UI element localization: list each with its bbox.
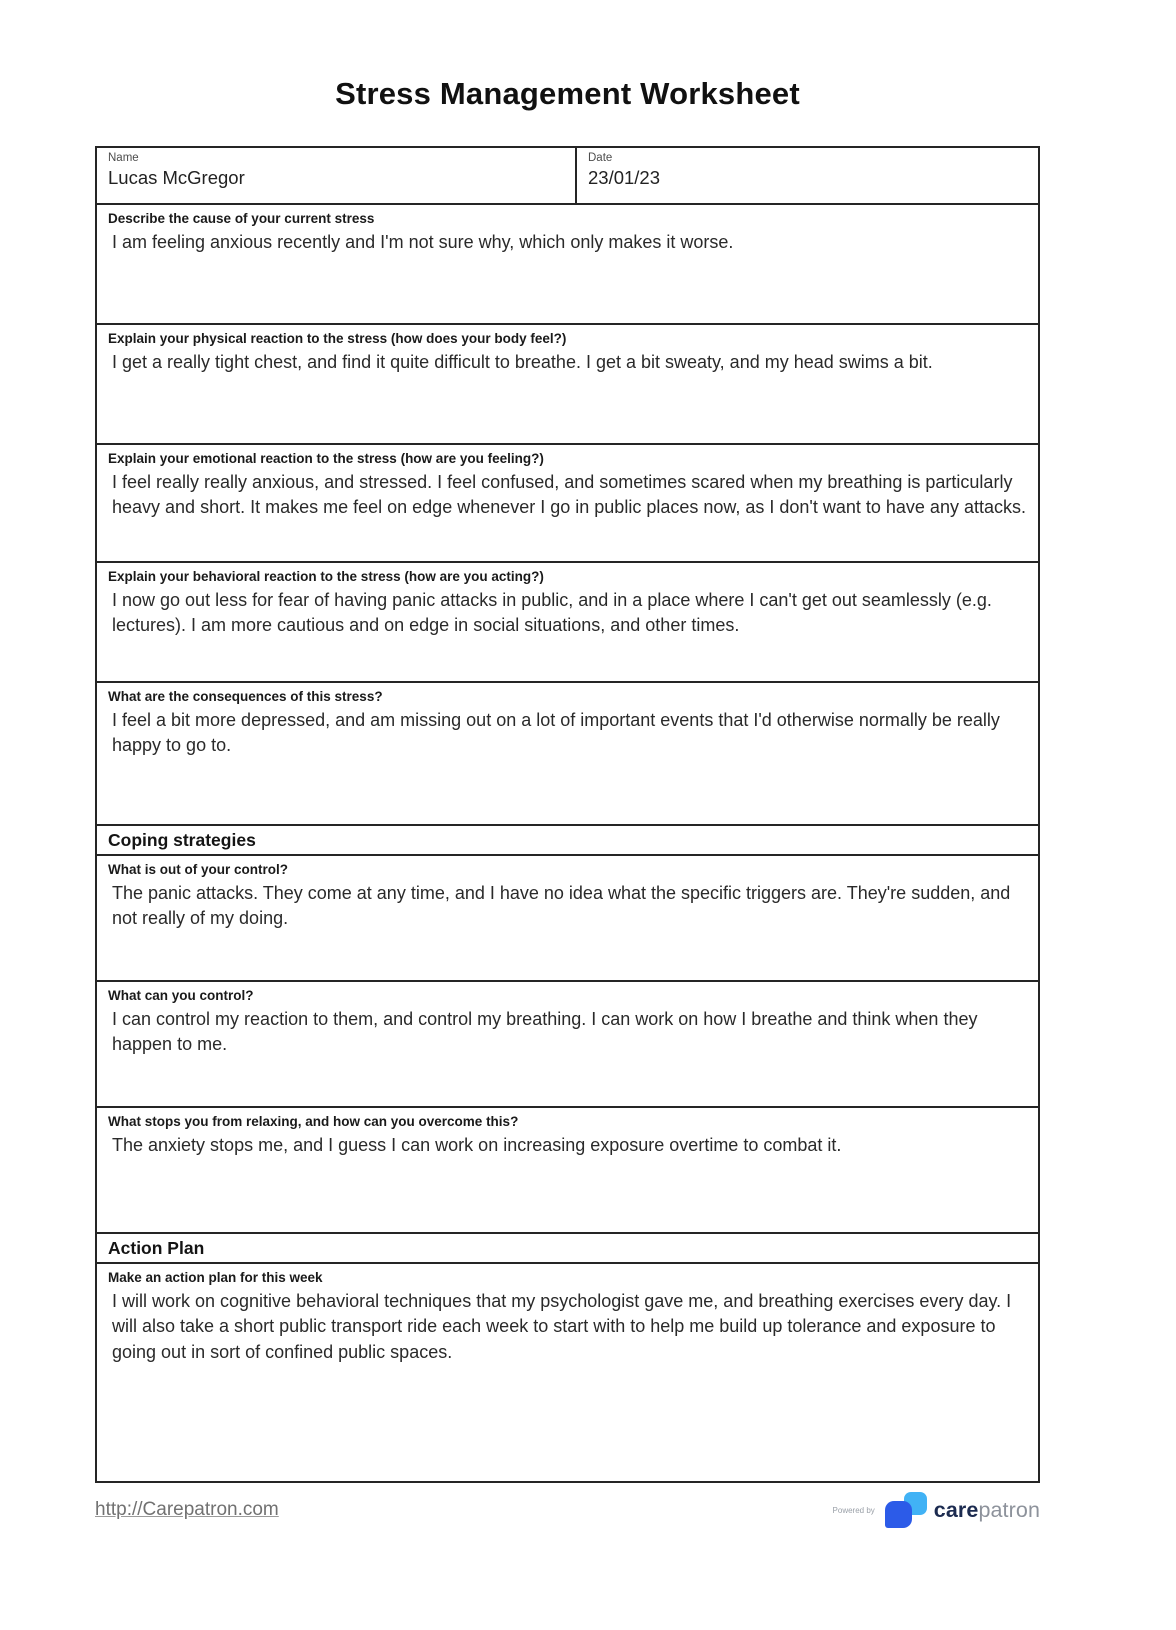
question-label: What are the consequences of this stress? — [108, 689, 383, 704]
answer-text: The anxiety stops me, and I guess I can work on increasing exposure overtime to combat it. — [112, 1134, 842, 1155]
question-label: Explain your emotional reaction to the stress (how are you feeling?) — [108, 451, 544, 466]
question-label: Make an action plan for this week — [108, 1270, 323, 1285]
brand-care-text: care — [933, 1497, 979, 1522]
answer-text: I feel really really anxious, and stressed. I feel confused, and sometimes scared when my breathing is particularly heavy and short. It makes me feel on edge whenever I go in public places now, as I don't want to have any attacks. — [112, 471, 1026, 518]
carepatron-brand — [833, 1492, 1040, 1528]
carepatron-link[interactable]: http://Carepatron.com — [95, 1499, 279, 1520]
section-action-plan — [97, 1262, 1038, 1481]
answer-text: I can control my reaction to them, and control my breathing. I can work on how I breathe and think when they happen to me. — [112, 1008, 978, 1055]
answer-text: I will work on cognitive behavioral techniques that my psychologist gave me, and breathing exercises every day. I will also take a short public transport ride each week to start with to help me build up tolerance and exposure to going out in sort of confined public spaces. — [112, 1290, 1012, 1363]
page-footer — [95, 1492, 1040, 1528]
logo-dark-bubble-icon — [885, 1501, 912, 1528]
section-behavioral-reaction — [97, 561, 1038, 681]
question-label: What can you control? — [108, 988, 254, 1003]
page-title: Stress Management Worksheet — [335, 76, 800, 111]
answer-text: I am feeling anxious recently and I'm not sure why, which only makes it worse. — [112, 231, 734, 252]
answer-text: I get a really tight chest, and find it quite difficult to breathe. I get a bit sweaty, and my head swims a bit. — [112, 351, 933, 372]
worksheet-table — [95, 146, 1040, 1483]
question-label: What is out of your control? — [108, 862, 288, 877]
answer-text: I now go out less for fear of having panic attacks in public, and in a place where I can't get out seamlessly (e.g. lectures). I am more cautious and on edge in social situations, and other times. — [112, 589, 992, 636]
powered-by-label: Powered by — [832, 1505, 875, 1515]
date-field — [577, 148, 1038, 203]
question-label: Explain your behavioral reaction to the stress (how are you acting?) — [108, 569, 544, 584]
carepatron-logo-icon — [885, 1492, 927, 1528]
section-consequences — [97, 681, 1038, 824]
section-emotional-reaction — [97, 443, 1038, 561]
action-plan-heading: Action Plan — [97, 1232, 1038, 1262]
worksheet-page — [95, 0, 1040, 1483]
brand-wordmark — [934, 1498, 1040, 1523]
name-label: Name — [108, 152, 139, 164]
coping-strategies-heading: Coping strategies — [97, 824, 1038, 854]
brand-patron-text: patron — [978, 1497, 1040, 1522]
date-label: Date — [588, 152, 613, 164]
section-cause — [97, 203, 1038, 323]
question-label: Describe the cause of your current stress — [108, 211, 375, 226]
answer-text: I feel a bit more depressed, and am missing out on a lot of important events that I'd otherwise normally be really happy to go to. — [112, 709, 1000, 756]
name-date-row — [97, 148, 1038, 203]
question-label: Explain your physical reaction to the stress (how does your body feel?) — [108, 331, 567, 346]
name-value: Lucas McGregor — [108, 166, 245, 188]
date-value: 23/01/23 — [588, 166, 661, 188]
section-stops-relaxing — [97, 1106, 1038, 1232]
section-can-control — [97, 980, 1038, 1106]
section-out-of-control — [97, 854, 1038, 980]
section-physical-reaction — [97, 323, 1038, 443]
name-field — [97, 148, 577, 203]
answer-text: The panic attacks. They come at any time, and I have no idea what the specific triggers are. They're sudden, and not really of my doing. — [112, 882, 1011, 929]
question-label: What stops you from relaxing, and how can you overcome this? — [108, 1114, 519, 1129]
